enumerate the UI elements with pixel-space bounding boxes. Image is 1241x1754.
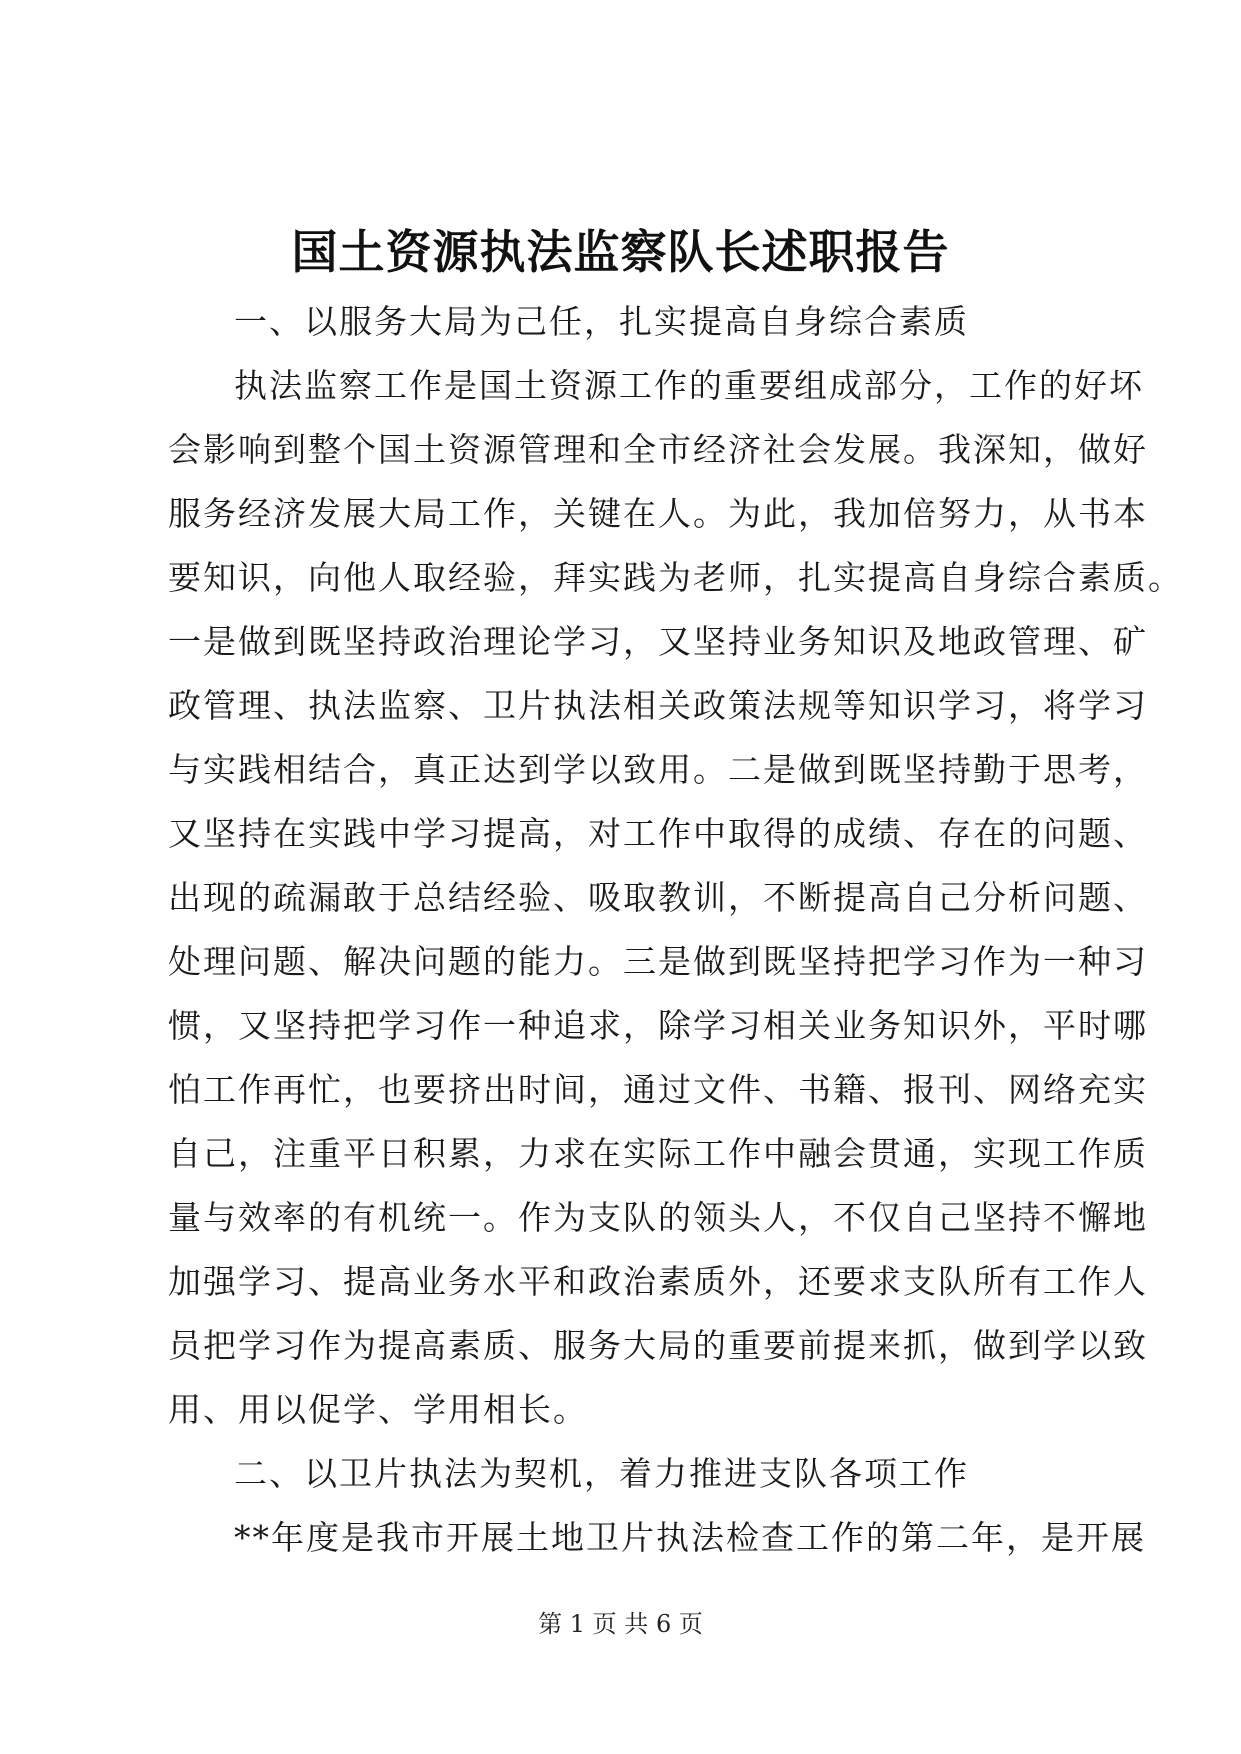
- section-heading-1: 一、以服务大局为己任，扎实提高自身综合素质: [234, 302, 969, 341]
- paragraph-line: **年度是我市开展土地卫片执法检查工作的第二年，是开展: [234, 1518, 1146, 1557]
- paragraph-line: 会影响到整个国土资源管理和全市经济社会发展。我深知，做好: [168, 430, 1148, 469]
- paragraph-line: 执法监察工作是国土资源工作的重要组成部分，工作的好坏: [234, 366, 1144, 405]
- paragraph-line: 处理问题、解决问题的能力。三是做到既坚持把学习作为一种习: [168, 942, 1148, 981]
- paragraph-line: 加强学习、提高业务水平和政治素质外，还要求支队所有工作人: [168, 1262, 1148, 1301]
- paragraph-line: 自己，注重平日积累，力求在实际工作中融会贯通，实现工作质: [168, 1134, 1148, 1173]
- document-body: [168, 290, 1183, 1570]
- paragraph-line: 员把学习作为提高素质、服务大局的重要前提来抓，做到学以致: [168, 1326, 1148, 1365]
- paragraph-line: 出现的疏漏敢于总结经验、吸取教训，不断提高自己分析问题、: [168, 878, 1148, 917]
- section-heading-2: 二、以卫片执法为契机，着力推进支队各项工作: [234, 1454, 969, 1493]
- paragraph-line: 量与效率的有机统一。作为支队的领头人，不仅自己坚持不懈地: [168, 1198, 1148, 1237]
- paragraph-line: 一是做到既坚持政治理论学习，又坚持业务知识及地政管理、矿: [168, 622, 1148, 661]
- paragraph-line: 怕工作再忙，也要挤出时间，通过文件、书籍、报刊、网络充实: [168, 1070, 1148, 1109]
- paragraph-line: 政管理、执法监察、卫片执法相关政策法规等知识学习，将学习: [168, 686, 1148, 725]
- paragraph-line: 惯，又坚持把学习作一种追求，除学习相关业务知识外，平时哪: [168, 1006, 1148, 1045]
- paragraph-line: 要知识，向他人取经验，拜实践为老师，扎实提高自身综合素质。: [168, 558, 1183, 597]
- paragraph-line: 用、用以促学、学用相长。: [168, 1390, 588, 1429]
- page-number: 第 1 页 共 6 页: [538, 1610, 703, 1638]
- paragraph-line: 又坚持在实践中学习提高，对工作中取得的成绩、存在的问题、: [168, 814, 1148, 853]
- document-title: 国土资源执法监察队长述职报告: [291, 225, 950, 279]
- paragraph-line: 服务经济发展大局工作，关键在人。为此，我加倍努力，从书本: [168, 494, 1148, 533]
- paragraph-line: 与实践相结合，真正达到学以致用。二是做到既坚持勤于思考，: [168, 750, 1148, 789]
